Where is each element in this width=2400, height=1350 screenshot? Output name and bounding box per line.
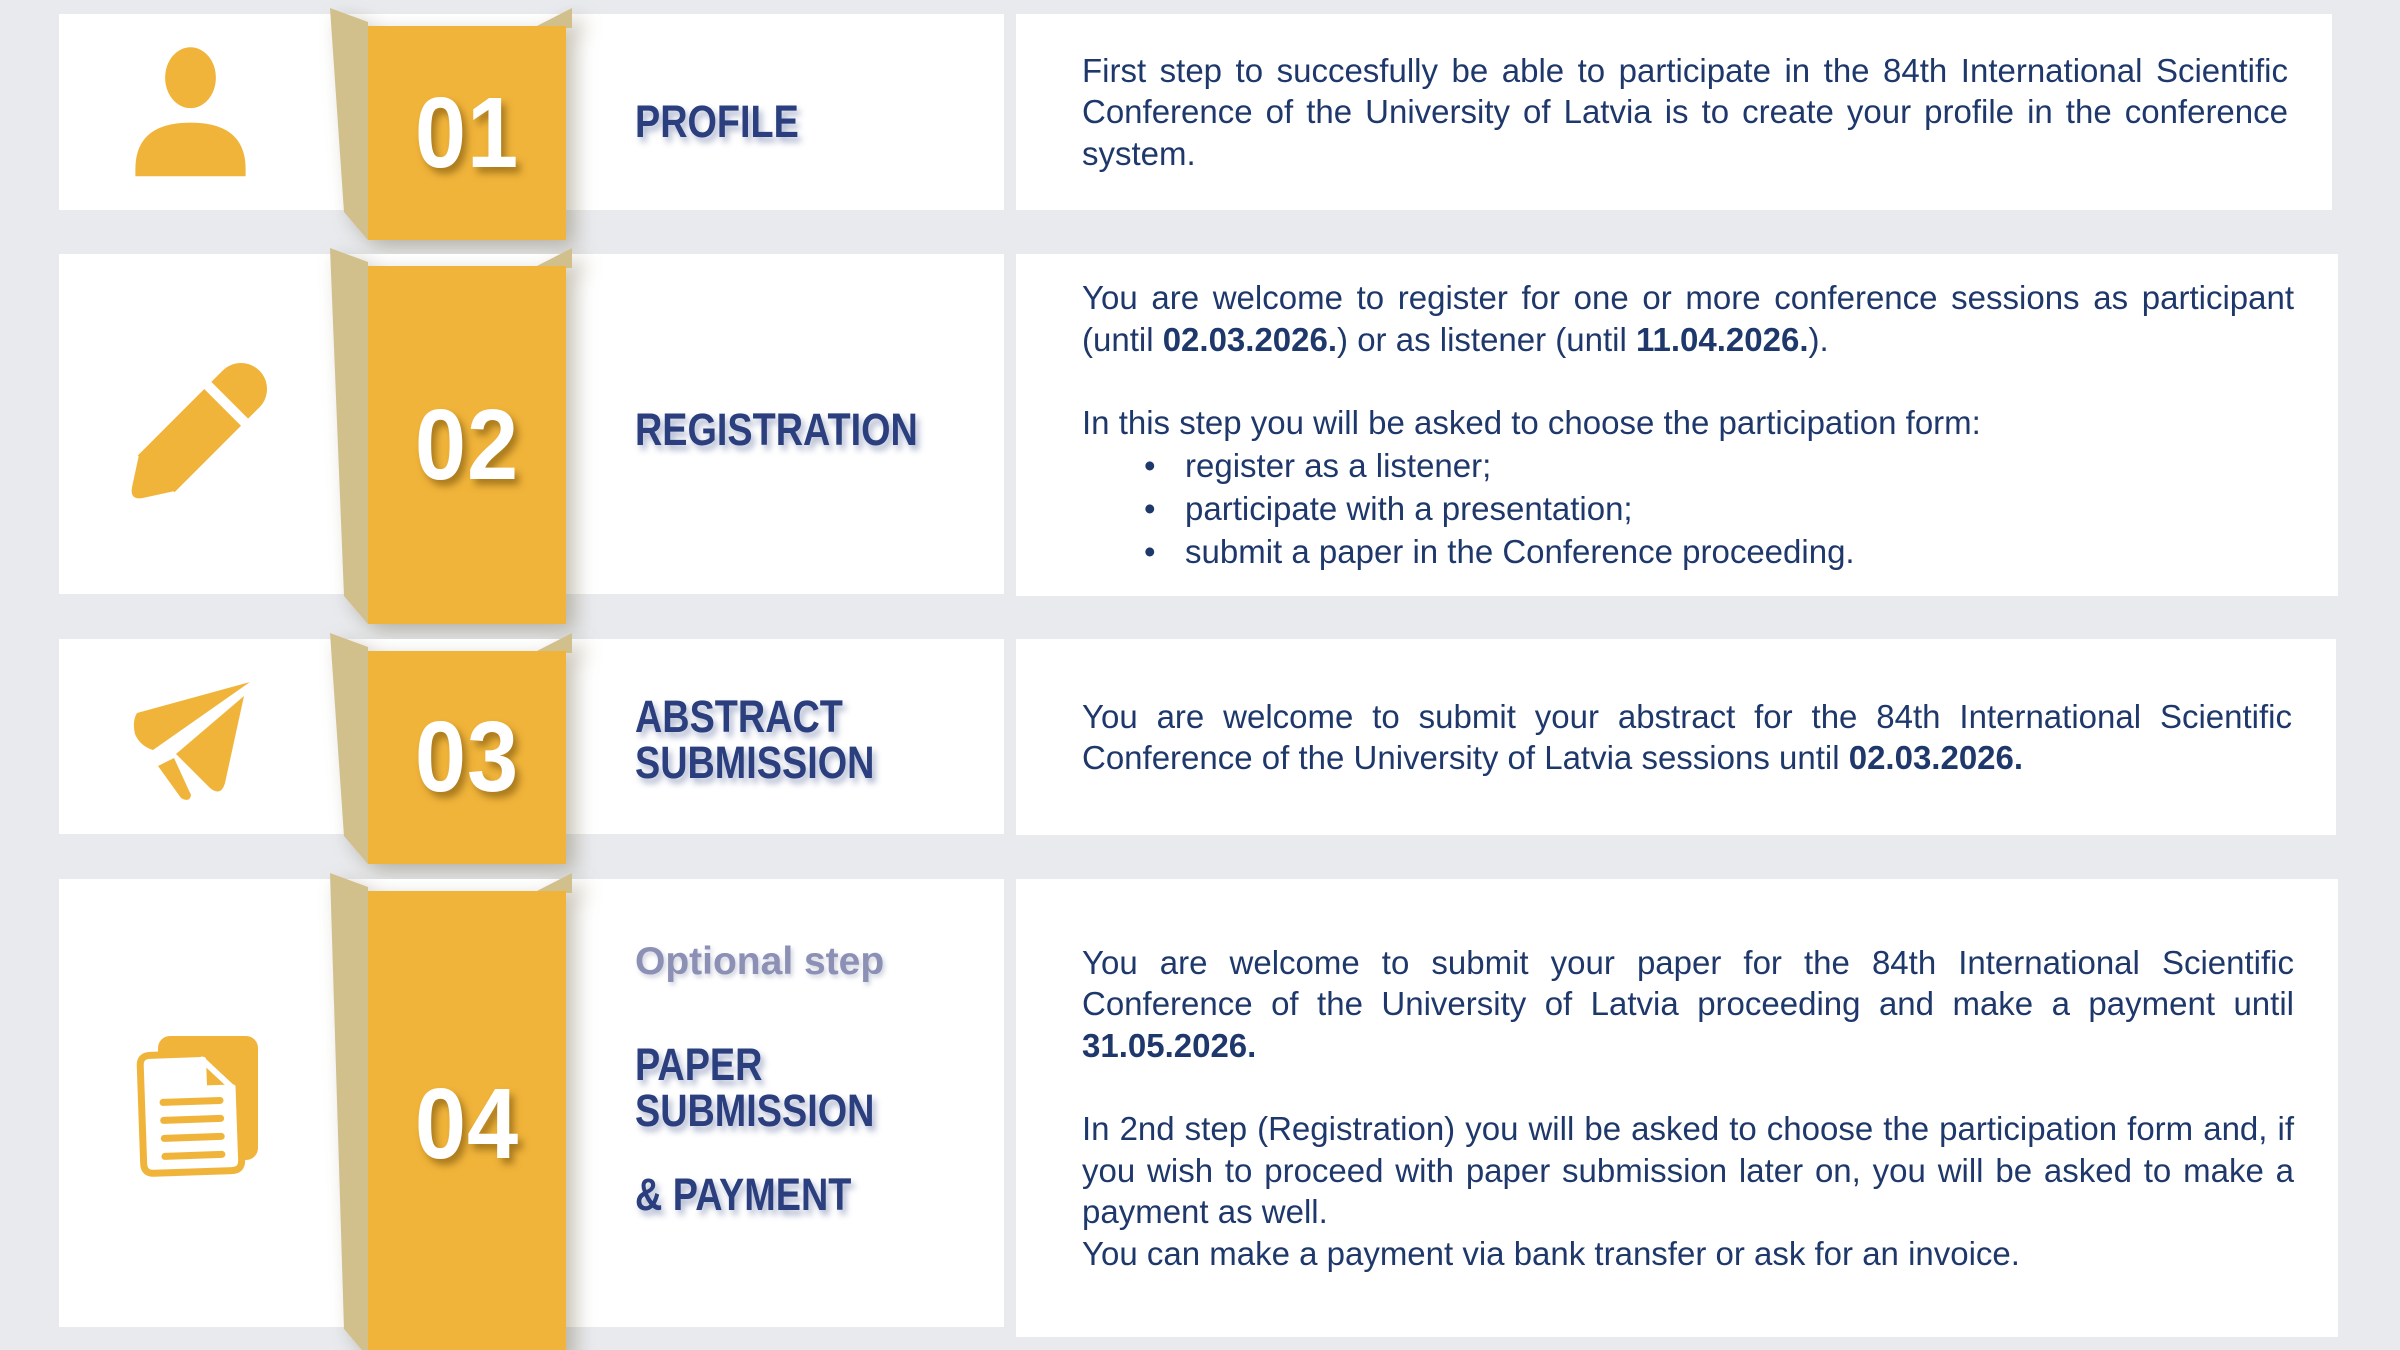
participation-options-list — [1144, 444, 2294, 573]
optional-step-note: Optional step — [635, 940, 885, 983]
paper-plane-icon — [90, 650, 320, 835]
bullet-icon: • — [1144, 489, 1156, 527]
step-4-payment-note: You can make a payment via bank transfer or ask for an invoice. — [1082, 1234, 2020, 1272]
step-2-description: You are welcome to register for one or more conference sessions as participant (until 02.03.2026.) or as listener (until 11.04.2026.). — [1082, 279, 2294, 358]
bullet-icon: • — [1144, 446, 1156, 484]
step-1-label: PROFILE — [635, 96, 799, 147]
step-4-number: 04 — [414, 1067, 520, 1180]
step-1-description: First step to succesfully be able to participate in the 84th International Scientific Conference of the University of Latvia is to create your profile in the conference system. — [1082, 51, 2288, 172]
list-item: • register as a listener; — [1144, 444, 2294, 487]
pencil-icon — [100, 330, 300, 535]
step-3-description: You are welcome to submit your abstract for the 84th International Scientific Conference of the University of Latvia sessions until 02.03.2026. — [1082, 697, 2292, 776]
step-4-description: You are welcome to submit your paper for the 84th International Scientific Conference of the University of Latvia proceeding and make a payment until 31.05.2026. — [1082, 943, 2294, 1064]
step-2-description-card — [1016, 254, 2338, 596]
step-4-label-payment: & PAYMENT — [635, 1169, 852, 1220]
step-2-number: 02 — [414, 388, 520, 501]
step-4-registration-note: In 2nd step (Registration) you will be asked to choose the participation form and, if you wish to proceed with paper submission later on, you will be asked to make a payment as well. — [1082, 1110, 2294, 1231]
documents-icon — [100, 1020, 320, 1205]
person-icon — [118, 40, 263, 190]
step-3-label: ABSTRACT SUBMISSION — [635, 691, 875, 788]
step-2-label: REGISTRATION — [635, 404, 918, 455]
bullet-icon: • — [1144, 532, 1156, 570]
step-1-description-card — [1016, 14, 2332, 210]
step-1-number: 01 — [414, 76, 520, 189]
step-3-description-card — [1016, 639, 2336, 835]
step-4-label: PAPER SUBMISSION — [635, 1039, 875, 1136]
list-item: • participate with a presentation; — [1144, 487, 2294, 530]
step-3-number: 03 — [414, 701, 520, 813]
list-item: • submit a paper in the Conference proceeding. — [1144, 530, 2294, 573]
step-4-description-card — [1016, 879, 2338, 1337]
step-2-participation-intro: In this step you will be asked to choose the participation form: — [1082, 404, 1981, 442]
